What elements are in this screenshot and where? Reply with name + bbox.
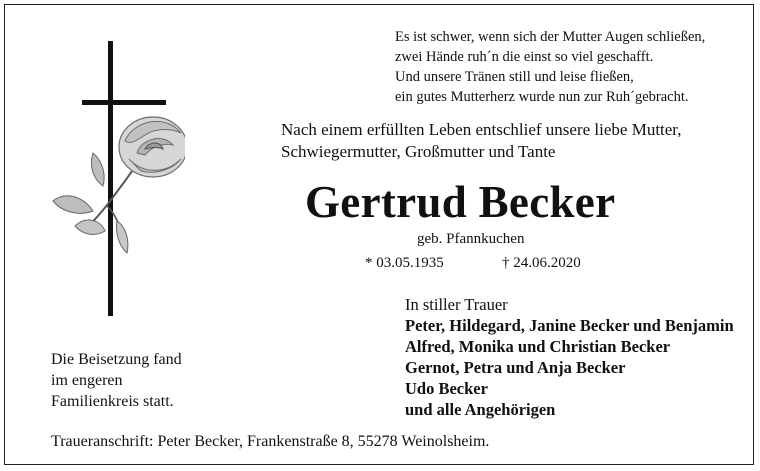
poem-line: ein gutes Mutterherz wurde nun zur Ruh´gebracht.: [395, 89, 689, 105]
poem: [395, 27, 735, 107]
mourner-line: Alfred, Monika und Christian Becker: [405, 337, 671, 356]
obituary-card: [4, 4, 754, 465]
poem-line: Und unsere Tränen still und leise fließen,: [395, 69, 634, 85]
mourner-line: Gernot, Petra und Anja Becker: [405, 358, 626, 377]
mourners-heading: In stiller Trauer: [405, 295, 508, 314]
intro-line: Nach einem erfüllten Leben entschlief unsere liebe Mutter,: [281, 120, 682, 139]
maiden-name: geb. Pfannkuchen: [417, 231, 525, 247]
poem-line: Es ist schwer, wenn sich der Mutter Augen schließen,: [395, 29, 706, 45]
mourner-line: Udo Becker: [405, 379, 488, 398]
birth-date: * 03.05.1935: [365, 255, 444, 271]
mourning-address: Traueranschrift: Peter Becker, Frankenstraße 8, 55278 Weinolsheim.: [51, 433, 490, 450]
burial-line: Die Beisetzung fand: [51, 351, 182, 368]
burial-line: im engeren: [51, 372, 123, 389]
mourner-line: und alle Angehörigen: [405, 400, 556, 419]
mourners-block: [405, 294, 750, 420]
death-date: † 24.06.2020: [502, 255, 581, 271]
intro-text: [281, 119, 711, 163]
cross-with-rose-icon: [45, 41, 185, 321]
burial-line: Familienkreis statt.: [51, 393, 174, 410]
poem-line: zwei Hände ruh´n die einst so viel geschafft.: [395, 49, 654, 65]
intro-line: Schwiegermutter, Großmutter und Tante: [281, 142, 556, 161]
deceased-name: Gertrud Becker: [305, 177, 616, 227]
burial-note: [51, 349, 251, 412]
mourner-line: Peter, Hildegard, Janine Becker und Benjamin: [405, 316, 734, 335]
